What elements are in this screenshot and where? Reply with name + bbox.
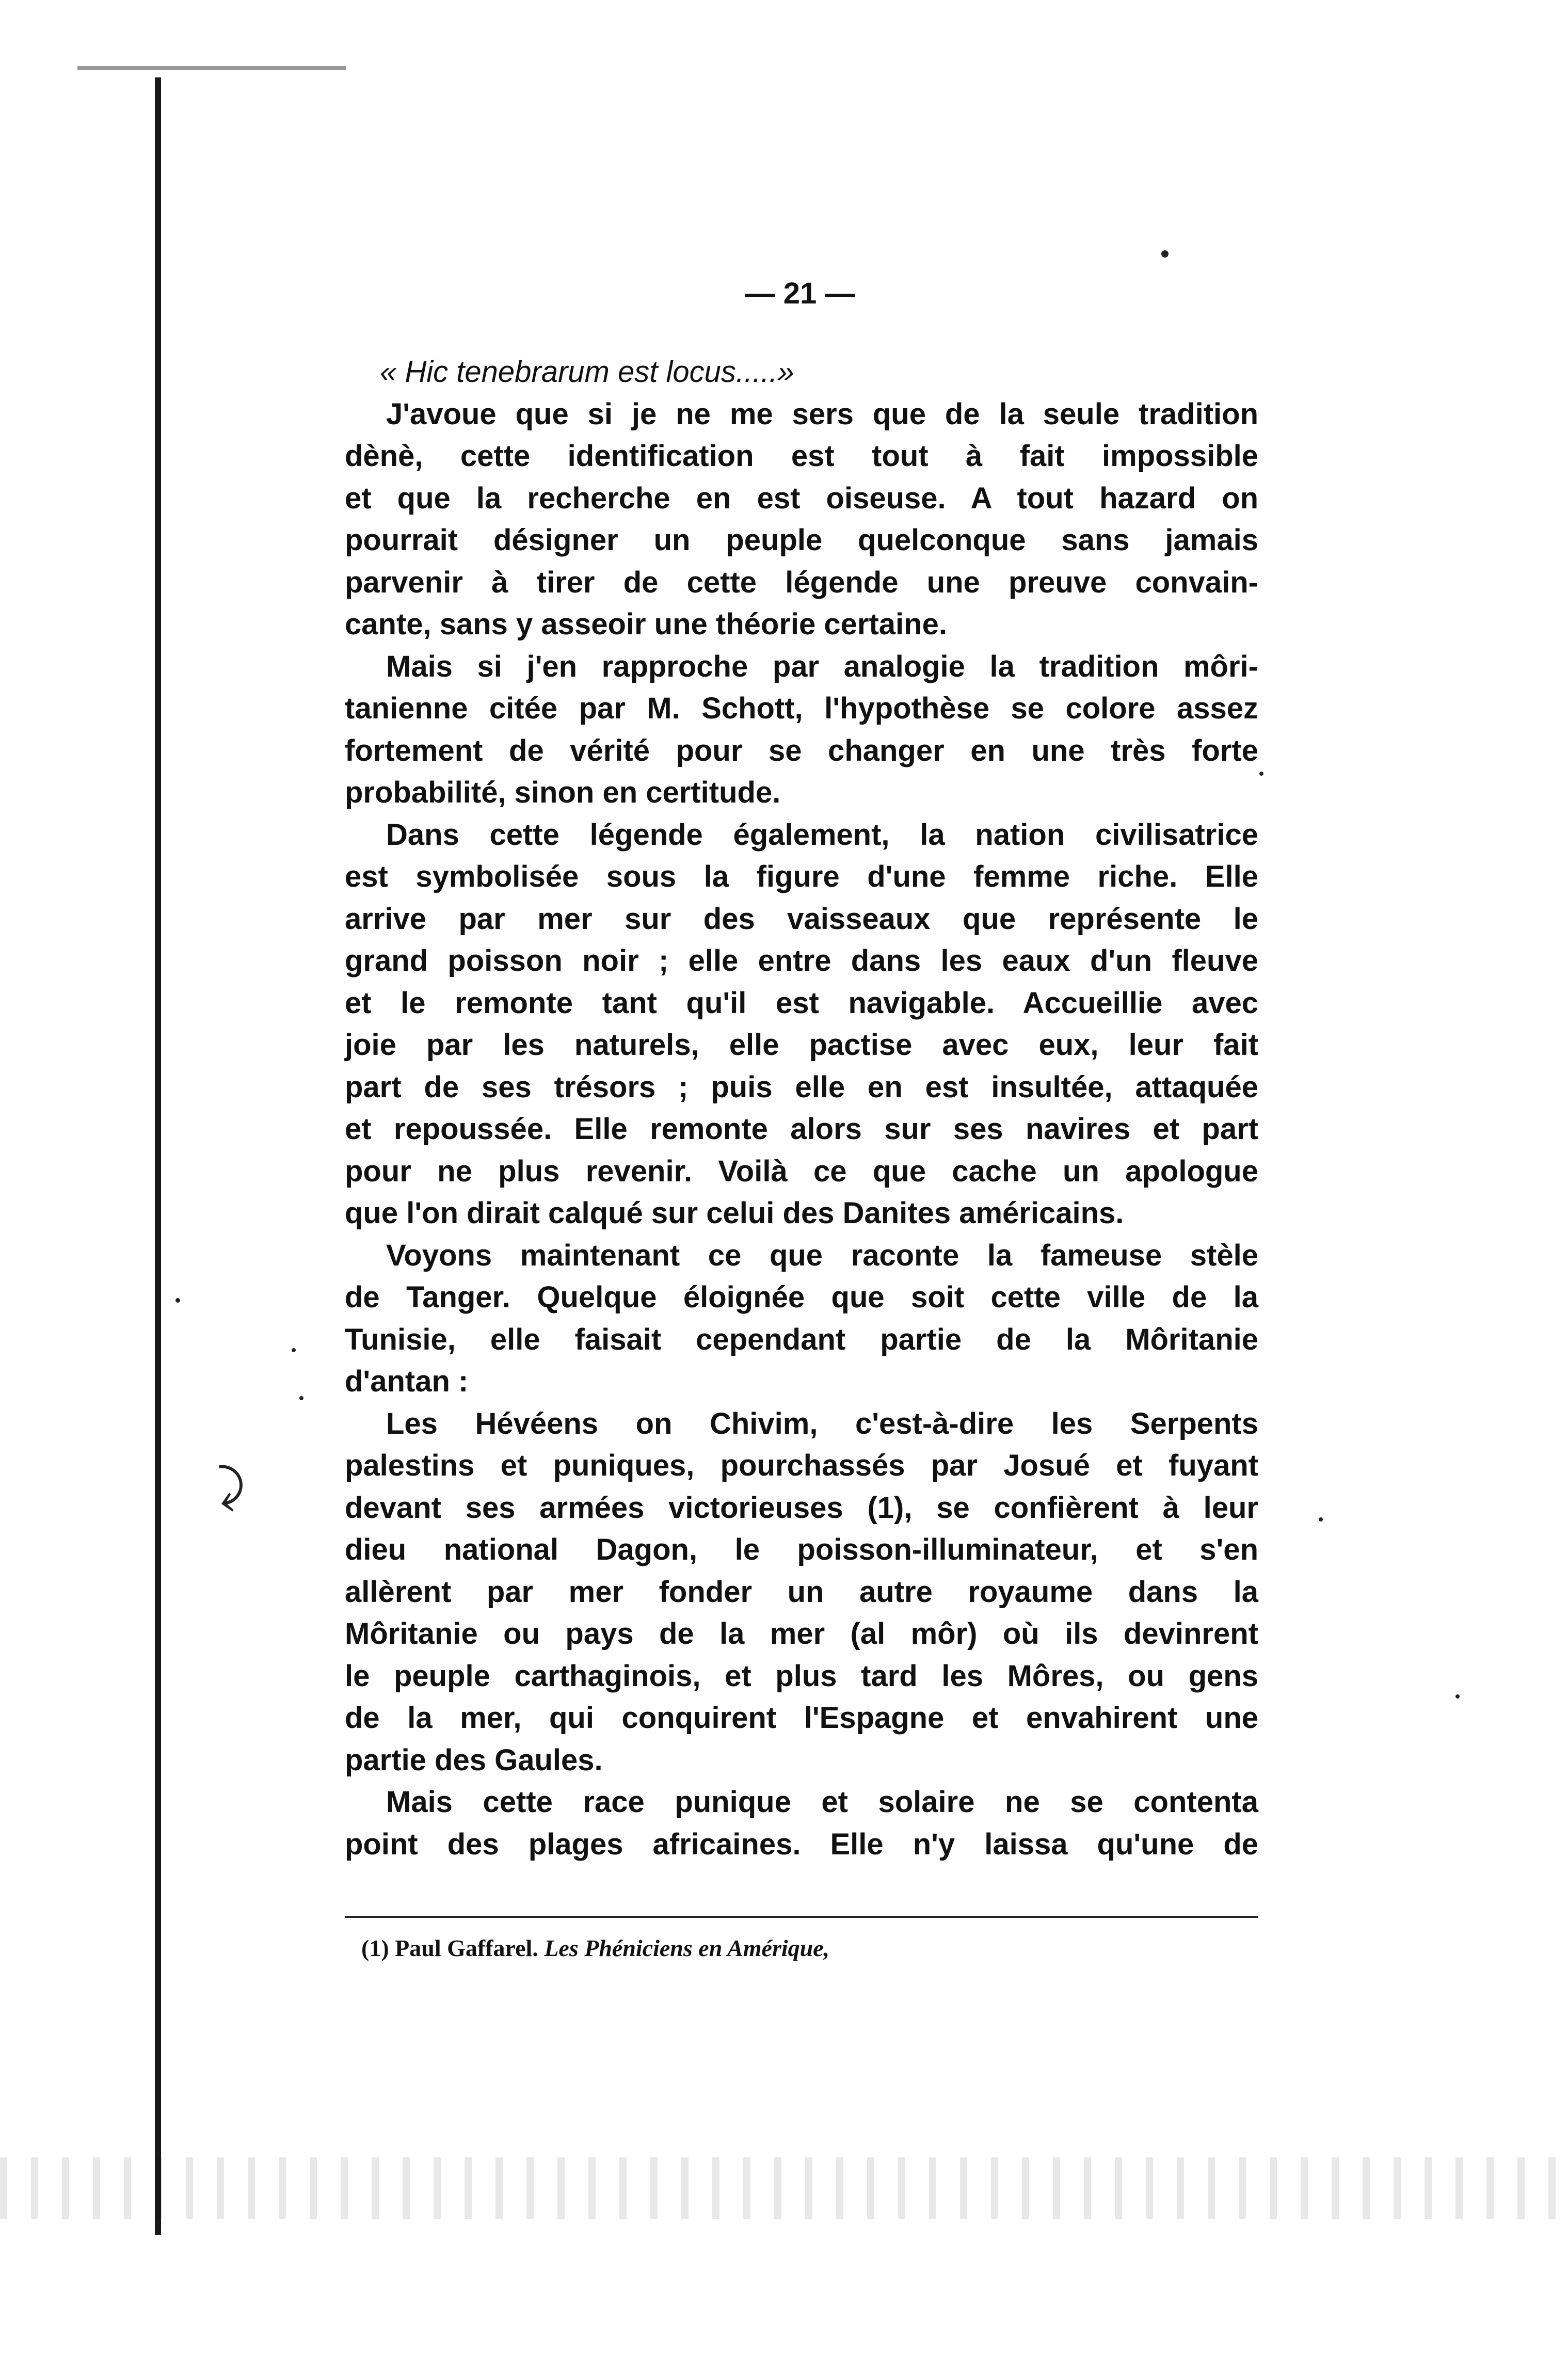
- text-line: cante, sans y asseoir une théorie certaine.: [345, 607, 947, 641]
- page-number: — 21 —: [745, 277, 855, 310]
- footnote: [361, 1933, 1239, 1964]
- text-line: pourrait désigner un peuple quelconque sans jamais: [345, 523, 1258, 557]
- text-line: et que la recherche en est oiseuse. A tout hazard on: [345, 481, 1258, 515]
- ink-speck: [1319, 1517, 1323, 1521]
- text-line: le peuple carthaginois, et plus tard les Môres, ou gens: [345, 1659, 1258, 1693]
- text-line: de la mer, qui conquirent l'Espagne et envahirent une: [345, 1701, 1258, 1735]
- ink-speck: [1259, 772, 1263, 776]
- text-line: J'avoue que si je ne me sers que de la seule tradition: [386, 397, 1258, 431]
- spine-top-shadow: [77, 66, 346, 70]
- ink-speck: [299, 1396, 303, 1400]
- text-line: palestins et puniques, pourchassés par Josué et fuyant: [345, 1449, 1258, 1482]
- body-text: [345, 351, 1258, 1865]
- text-line: d'antan :: [345, 1365, 469, 1398]
- text-line: tanienne citée par M. Schott, l'hypothèse se colore assez: [345, 692, 1258, 725]
- text-line: Dans cette légende également, la nation civilisatrice: [386, 818, 1258, 852]
- text-line: fortement de vérité pour se changer en une très forte: [345, 733, 1258, 767]
- ink-speck: [1455, 1694, 1460, 1699]
- text-line: parvenir à tirer de cette légende une preuve convain-: [345, 565, 1258, 599]
- text-line: probabilité, sinon en certitude.: [345, 776, 781, 809]
- text-line: partie des Gaules.: [345, 1743, 603, 1777]
- margin-pencil-mark: ⤸: [212, 1456, 249, 1514]
- text-line: allèrent par mer fonder un autre royaume dans la: [345, 1575, 1258, 1609]
- ink-speck: [292, 1348, 296, 1352]
- text-line: et le remonte tant qu'il est navigable. Accueillie avec: [345, 986, 1258, 1020]
- footnote-separator: [345, 1916, 1258, 1918]
- text-line: part de ses trésors ; puis elle en est insultée, attaquée: [345, 1070, 1258, 1104]
- text-line: Tunisie, elle faisait cependant partie de la Môritanie: [345, 1322, 1258, 1356]
- binding-edge: [155, 77, 161, 2235]
- footnote-mark: (1): [361, 1935, 389, 1961]
- text-line: arrive par mer sur des vaisseaux que représente le: [345, 902, 1258, 936]
- text-line: devant ses armées victorieuses (1), se confièrent à leur: [345, 1491, 1258, 1525]
- footnote-author: Paul Gaffarel.: [395, 1935, 538, 1961]
- text-line: Mais si j'en rapproche par analogie la tradition môri-: [386, 649, 1258, 683]
- text-line: que l'on dirait calqué sur celui des Danites américains.: [345, 1196, 1124, 1230]
- text-line: Mais cette race punique et solaire ne se contenta: [386, 1785, 1258, 1819]
- text-line: Les Hévéens on Chivim, c'est-à-dire les Serpents: [386, 1406, 1258, 1440]
- ink-speck: [175, 1298, 180, 1303]
- epigraph-quote: « Hic tenebrarum est locus.....»: [380, 355, 794, 389]
- text-line: joie par les naturels, elle pactise avec eux, leur fait: [345, 1028, 1258, 1062]
- ink-speck: [1161, 250, 1169, 258]
- text-line: pour ne plus revenir. Voilà ce que cache un apologue: [345, 1154, 1258, 1188]
- text-line: et repoussée. Elle remonte alors sur ses navires et part: [345, 1112, 1258, 1146]
- text-line: point des plages africaines. Elle n'y laissa qu'une de: [345, 1827, 1258, 1861]
- text-line: dènè, cette identification est tout à fait impossible: [345, 439, 1258, 473]
- text-line: Môritanie ou pays de la mer (al môr) où ils devinrent: [345, 1617, 1258, 1651]
- text-line: est symbolisée sous la figure d'une femme riche. Elle: [345, 860, 1258, 893]
- footnote-title: Les Phéniciens en Amérique,: [544, 1935, 830, 1961]
- text-line: dieu national Dagon, le poisson-illuminateur, et s'en: [345, 1533, 1258, 1566]
- text-line: grand poisson noir ; elle entre dans les eaux d'un fleuve: [345, 944, 1258, 978]
- bottom-scan-noise: [0, 2157, 1568, 2219]
- text-line: de Tanger. Quelque éloignée que soit cette ville de la: [345, 1280, 1258, 1314]
- text-line: Voyons maintenant ce que raconte la fameuse stèle: [386, 1238, 1258, 1272]
